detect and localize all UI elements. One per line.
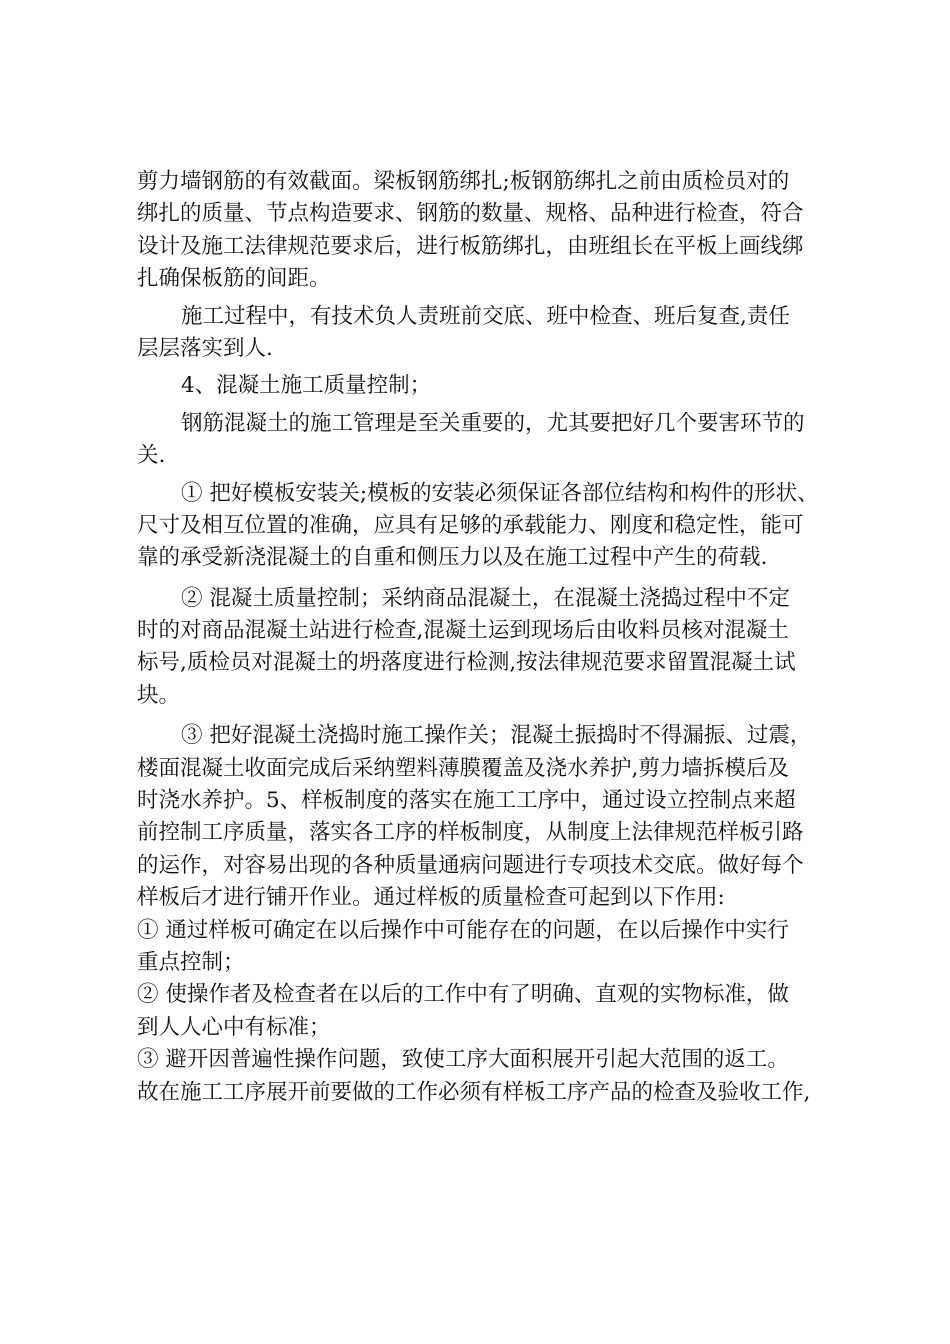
- section-heading: 4、混凝土施工质量控制；: [181, 373, 432, 399]
- list-item: ① 通过样板可确定在以后操作中可能存在的问题，在以后操作中实行: [137, 917, 789, 943]
- text-line: 时的对商品混凝土站进行检查,混凝土运到现场后由收料员核对混凝土: [137, 618, 789, 644]
- text-line: 施工过程中，有技术负人责班前交底、班中检查、班后复查,责任: [181, 303, 790, 329]
- text-line: ① 把好模板安装关;模板的安装必须保证各部位结构和构件的形状、: [181, 480, 819, 506]
- text-line: 靠的承受新浇混凝土的自重和侧压力以及在施工过程中产生的荷载.: [137, 545, 768, 571]
- text-line: 层层落实到人.: [137, 335, 273, 361]
- text-line: 前控制工序质量，落实各工序的样板制度，从制度上法律规范样板引路: [137, 820, 804, 846]
- text-line: 关.: [137, 443, 166, 469]
- text-line: 钢筋混凝土的施工管理是至关重要的，尤其要把好几个要害环节的: [181, 410, 805, 436]
- text-line: 扎确保板筋的间距。: [137, 266, 331, 292]
- text-line: 块。: [137, 682, 181, 708]
- text-line: 标号,质检员对混凝土的坍落度进行检测,按法律规范要求留置混凝土试: [137, 650, 796, 676]
- text-line: 设计及施工法律规范要求后，进行板筋绑扎，由班组长在平板上画线绑: [137, 233, 804, 259]
- text-line: 重点控制；: [137, 949, 245, 975]
- text-line: 的运作，对容易出现的各种质量通病问题进行专项技术交底。做好每个: [137, 852, 804, 878]
- text-line: 时浇水养护。5、样板制度的落实在施工工序中，通过设立控制点来超: [137, 788, 796, 814]
- document-body: [137, 166, 837, 1109]
- text-line: ② 混凝土质量控制；采纳商品混凝土，在混凝土浇捣过程中不定: [181, 585, 790, 611]
- text-line: 到人人心中有标准；: [137, 1014, 331, 1040]
- text-line: ③ 把好混凝土浇捣时施工操作关；混凝土振捣时不得漏振、过震，: [181, 723, 812, 749]
- text-line: 故在施工工序展开前要做的工作必须有样板工序产品的检查及验收工作,: [137, 1079, 811, 1105]
- text-line: 绑扎的质量、节点构造要求、钢筋的数量、规格、品种进行检查，符合: [137, 201, 804, 227]
- text-line: 楼面混凝土收面完成后采纳塑料薄膜覆盖及浇水养护,剪力墙拆模后及: [137, 755, 789, 781]
- text-line: 样板后才进行铺开作业。通过样板的质量检查可起到以下作用:: [137, 885, 725, 911]
- text-line: 剪力墙钢筋的有效截面。梁板钢筋绑扎;板钢筋绑扎之前由质检员对的: [137, 169, 790, 194]
- list-item: ② 使操作者及检查者在以后的工作中有了明确、直观的实物标准，做: [137, 982, 789, 1008]
- list-item: ③ 避开因普遍性操作问题，致使工序大面积展开引起大范围的返工。: [137, 1047, 789, 1073]
- text-line: 尺寸及相互位置的准确，应具有足够的承载能力、刚度和稳定性，能可: [137, 512, 804, 538]
